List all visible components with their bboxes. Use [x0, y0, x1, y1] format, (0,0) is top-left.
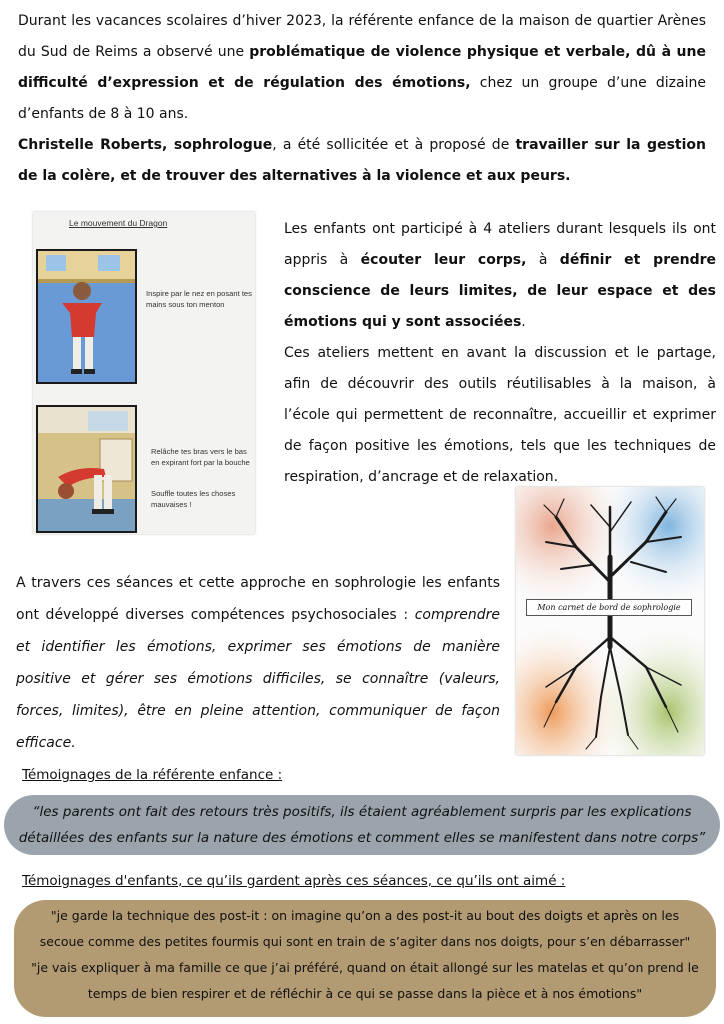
ateliers-emphasis-limits: définir et prendre conscience de leurs limites, de leur espace et des émotions qui y sont associées [284, 252, 716, 330]
enfant-quote-1-line-1: "je garde la technique des post-it : on imagine qu’on a des post-it au bout des doigts et après on les [50, 908, 680, 923]
intro-sentence-2: , a été sollicitée et à proposé de [272, 137, 516, 153]
enfants-quotes [14, 900, 716, 1017]
cover-title: Mon carnet de bord de sophrologie [526, 599, 692, 616]
intro-text [18, 6, 706, 192]
sophrologue-name: Christelle Roberts, sophrologue [18, 137, 273, 153]
competences-list: comprendre et identifier les émotions, exprimer ses émotions de manière positive et gérer ses émotions difficiles, se connaître (valeurs, forces, limites), être en pleine attention, communiquer de façon efficace. [16, 607, 500, 751]
ateliers-intro: Les enfants ont participé à 4 ateliers durant lesquels ils ont appris à [284, 221, 716, 268]
referente-quote-line-2: détaillées des enfants sur la nature des émotions et comment elles se manifestent dans notre corps” [18, 830, 706, 846]
caption-inhale: Inspire par le nez en posant tes mains sous ton menton [146, 289, 252, 309]
referente-heading: Témoignages de la référente enfance : [22, 767, 283, 783]
ateliers-discussion: Ces ateliers mettent en avant la discussion et le partage, afin de découvrir des outils réutilisables à la maison, à l’école qui permettent de reconnaître, accueillir et exprimer de façon positive les émotions, tels que les techniques de respiration, d’ancrage et de relaxation. [284, 345, 716, 485]
ateliers-emphasis-body: écouter leur corps, [360, 252, 527, 268]
intro-emphasis-problem: problématique de violence physique et verbale, dû à une difficulté d’expression et de régulation des émotions, [18, 44, 706, 91]
enfants-heading: Témoignages d'enfants, ce qu’ils gardent après ces séances, ce qu’ils ont aimé : [22, 873, 566, 889]
child-photo-standing [36, 249, 137, 384]
competences-text [16, 567, 500, 759]
intro-sentence-1-end: chez un groupe d’une dizaine d’enfants de 8 à 10 ans. [18, 75, 706, 122]
child-photo-bending [36, 405, 137, 533]
sheet-title: Le mouvement du Dragon [69, 218, 168, 228]
referente-quote [4, 795, 720, 855]
ateliers-connector: à [526, 252, 560, 268]
dragon-exercise-sheet [33, 212, 255, 534]
intro-sentence-1: Durant les vacances scolaires d’hiver 2023, la référente enfance de la maison de quartier Arènes du Sud de Reims a observé une [18, 13, 706, 60]
competences-intro: A travers ces séances et cette approche en sophrologie les enfants ont développé diverses compétences psychosociales : [16, 575, 500, 623]
enfant-quote-2-line-1: "je vais expliquer à ma famille ce que j’ai préféré, quand on était allongé sur les matelas et qu’on prend le [31, 960, 699, 975]
caption-exhale: Relâche tes bras vers le bas en expirant fort par la bouche [151, 447, 250, 467]
caption-blow: Souffle toutes les choses mauvaises ! [151, 489, 236, 509]
ateliers-period: . [521, 314, 526, 330]
enfant-quote-2-line-2: temps de bien respirer et de réfléchir à ce qui se passe dans la pièce et à nos émotions" [87, 986, 643, 1001]
intro-emphasis-goal: travailler sur la gestion de la colère, et de trouver des alternatives à la violence et aux peurs. [18, 137, 706, 184]
enfant-quote-1-line-2: secoue comme des petites fourmis qui sont en train de s’agiter dans nos doigts, pour s’en débarrasser" [39, 934, 691, 949]
referente-quote-line-1: “les parents ont fait des retours très positifs, ils étaient agréablement surpris par les explications [32, 804, 692, 820]
sophrology-notebook-cover [516, 487, 704, 755]
ateliers-text [284, 214, 716, 493]
